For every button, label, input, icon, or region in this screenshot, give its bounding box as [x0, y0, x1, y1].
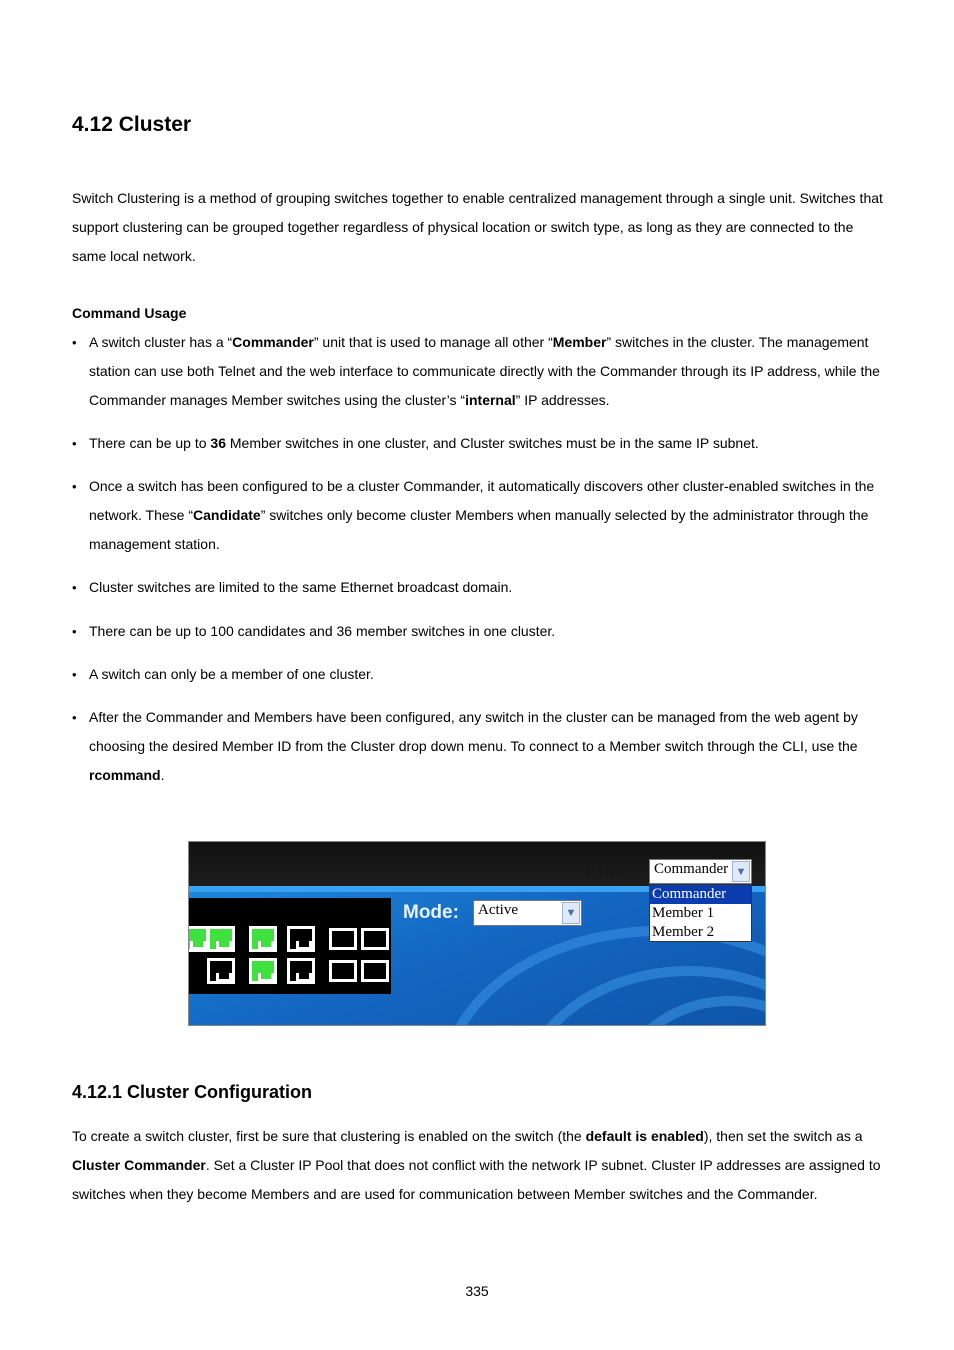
mode-select-value: Active: [478, 902, 518, 918]
cluster-select-value: Commander: [654, 861, 729, 877]
port-empty-icon[interactable]: [329, 928, 357, 950]
keyword: Candidate: [193, 507, 261, 523]
keyword: Commander: [232, 334, 314, 350]
keyword: default is enabled: [585, 1128, 704, 1144]
port-link-up-icon[interactable]: [188, 926, 209, 952]
bullet-item: [72, 472, 884, 559]
text: ” unit that is used to manage all other “: [313, 334, 553, 350]
chevron-down-icon[interactable]: ▼: [732, 861, 750, 882]
port-link-down-icon[interactable]: [287, 958, 315, 984]
keyword: rcommand: [89, 767, 161, 783]
config-paragraph: [72, 1122, 884, 1209]
intro-paragraph: Switch Clustering is a method of grouping switches together to enable centralized management through a single unit. Switches that support clustering can be grouped together regardless of physical location or switch type, as long as they are connected to the same local network.: [72, 190, 883, 264]
port-link-down-icon[interactable]: [287, 926, 315, 952]
text: ” IP addresses.: [515, 392, 610, 408]
cluster-select[interactable]: [649, 859, 752, 884]
bullet-item: [72, 328, 884, 415]
port-empty-icon[interactable]: [361, 960, 389, 982]
bullet-item: • Cluster switches are limited to the same Ethernet broadcast domain.: [72, 573, 884, 602]
port-empty-icon[interactable]: [361, 928, 389, 950]
text: To create a switch cluster, first be sure that clustering is enabled on the switch (the: [72, 1128, 586, 1144]
section-heading: 4.12 Cluster: [72, 113, 192, 136]
switch-port-panel: [189, 898, 391, 994]
cluster-screenshot: [188, 841, 766, 1026]
keyword: Cluster Commander: [72, 1157, 206, 1173]
keyword: internal: [465, 392, 516, 408]
text: . Set a Cluster IP Pool that does not conflict with the network IP subnet. Cluster IP addresses are assigned to switches when they become Members and are used for communication between Member switches and the Commander.: [72, 1157, 881, 1202]
cluster-option-commander[interactable]: Commander: [650, 885, 751, 904]
chevron-down-icon[interactable]: ▼: [562, 902, 580, 924]
bullet-item: [72, 429, 884, 458]
text: A switch cluster has a “: [89, 334, 233, 350]
port-empty-icon[interactable]: [329, 960, 357, 982]
keyword: 36: [210, 435, 226, 451]
text: Once a switch has been configured to be a cluster Commander, it automatically discovers other cluster-enabled switches in the network. These “: [89, 478, 875, 523]
cluster-dropdown-list: [649, 884, 752, 942]
page-number: 335: [465, 1283, 489, 1299]
bullet-item: • A switch can only be a member of one cluster.: [72, 660, 884, 689]
text: ), then set the switch as a: [703, 1128, 863, 1144]
port-link-down-icon[interactable]: [207, 958, 235, 984]
port-link-up-icon[interactable]: [249, 926, 277, 952]
keyword: Member: [552, 334, 607, 350]
text: After the Commander and Members have been configured, any switch in the cluster can be managed from the web agent by choosing the desired Member ID from the Cluster drop down menu. To connect to a Member switch through the CLI, use the: [89, 709, 858, 754]
subsection-heading: 4.12.1 Cluster Configuration: [72, 1082, 313, 1102]
command-usage-heading: Command Usage: [72, 305, 187, 321]
text: .: [160, 767, 165, 783]
text: There can be up to: [89, 435, 211, 451]
text: ” switches in the cluster. The management station can use both Telnet and the web interface to communicate directly with the Commander through its IP address, while the Commander manages Member switches using the cluster’s “: [89, 334, 880, 408]
cluster-option-member-1[interactable]: Member 1: [652, 905, 715, 921]
text: ” switches only become cluster Members when manually selected by the administrator through the management station.: [89, 507, 869, 552]
bullet-item: • There can be up to 100 candidates and 36 member switches in one cluster.: [72, 617, 884, 646]
mode-label: Mode:: [403, 902, 459, 923]
cluster-label: Cluster:: [585, 862, 639, 881]
port-link-up-icon[interactable]: [207, 926, 235, 952]
text: Member switches in one cluster, and Cluster switches must be in the same IP subnet.: [226, 435, 759, 451]
mode-select[interactable]: [473, 900, 582, 926]
cluster-option-member-2[interactable]: Member 2: [652, 924, 715, 940]
bullet-item: [72, 703, 884, 790]
port-link-up-icon[interactable]: [249, 958, 277, 984]
